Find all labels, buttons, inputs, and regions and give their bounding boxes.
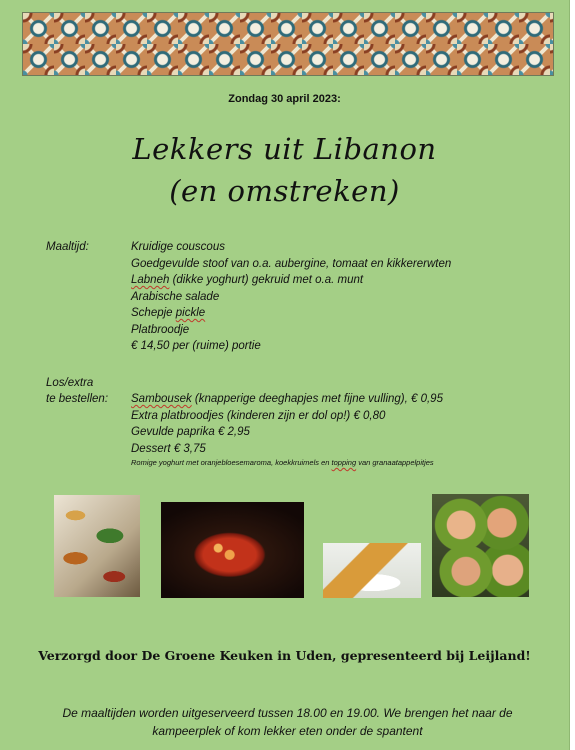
meal-item: Labneh (dikke yoghurt) gekruid met o.a. munt bbox=[131, 274, 364, 286]
sambousek-word: Sambousek bbox=[131, 393, 192, 405]
stuffed-peppers-photo bbox=[432, 494, 529, 597]
serving-info: De maaltijden worden uitgeserveerd tussen 18.00 en 19.00. We brengen het naar de kampeerplek of kom lekker eten onder de spantent bbox=[62, 706, 513, 738]
meal-price: € 14,50 per (ruime) portie bbox=[131, 340, 261, 352]
menu-section bbox=[46, 239, 546, 469]
sambousek-photo bbox=[323, 543, 421, 598]
topping-word: topping bbox=[331, 458, 357, 467]
event-date: Zondag 30 april 2023: bbox=[228, 93, 341, 105]
extra-block bbox=[46, 375, 546, 470]
credit-line: Verzorgd door De Groene Keuken in Uden, gepresenteerd bij Leijland! bbox=[38, 648, 531, 663]
meal-label: Maaltijd: bbox=[46, 241, 89, 253]
title-line-1: Lekkers uit Libanon bbox=[132, 132, 437, 166]
flyer-title bbox=[0, 128, 569, 212]
pickle-word: pickle bbox=[175, 307, 206, 319]
extra-label: Los/extra te bestellen: bbox=[46, 376, 109, 405]
meal-items bbox=[131, 239, 451, 355]
extra-item: Extra platbroodjes (kinderen zijn er dol op!) € 0,80 bbox=[131, 409, 386, 422]
title-line-2: (en omstreken) bbox=[169, 174, 400, 208]
stew-photo bbox=[161, 502, 304, 598]
meal-item: Schepje pickle bbox=[131, 307, 206, 319]
meal-item: Kruidige couscous bbox=[131, 241, 225, 253]
meal-item: Arabische salade bbox=[131, 290, 220, 303]
meal-block bbox=[46, 239, 546, 355]
extra-item: Dessert € 3,75 bbox=[131, 442, 206, 455]
moroccan-tile-banner bbox=[22, 12, 554, 76]
extra-item: Sambousek (knapperige deeghapjes met fijne vulling), € 0,95 bbox=[131, 393, 443, 405]
meal-item: Platbroodje bbox=[131, 323, 190, 336]
extra-item: Gevulde paprika € 2,95 bbox=[131, 426, 250, 438]
dessert-note: Romige yoghurt met oranjebloesemaroma, koekkruimels en topping van granaatappelpitjes bbox=[131, 458, 434, 467]
extra-items bbox=[131, 375, 443, 470]
meal-item: Goedgevulde stoof van o.a. aubergine, tomaat en kikkererwten bbox=[131, 257, 452, 270]
labneh-word: Labneh bbox=[131, 274, 170, 286]
mezze-platter-photo bbox=[54, 495, 140, 597]
